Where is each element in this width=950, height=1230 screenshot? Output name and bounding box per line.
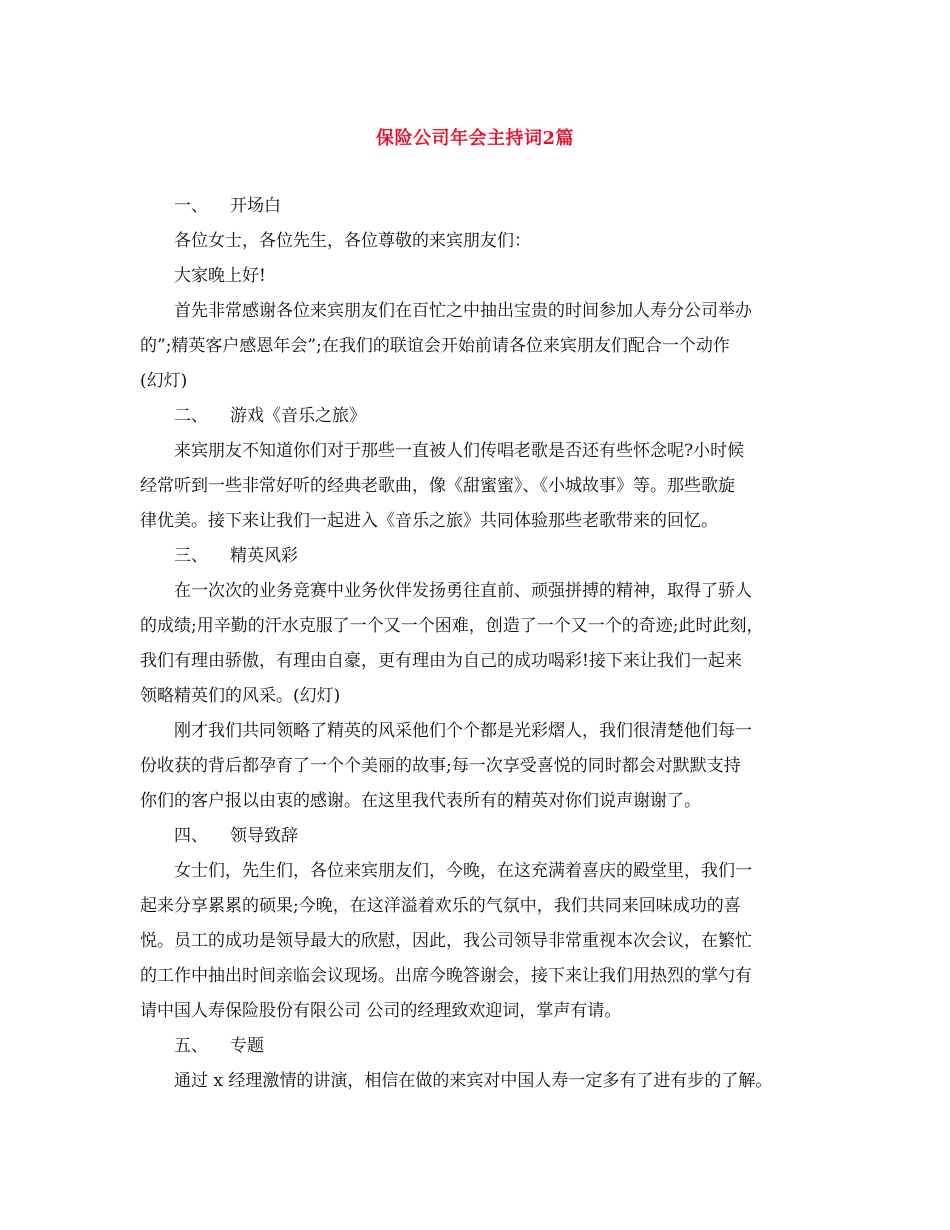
section-number: 五、: [174, 1036, 208, 1056]
paragraph-first-line: 首先非常感谢各位来宾朋友们在百忙之中抽出宝贵的时间参加人寿分公司举办: [174, 301, 752, 321]
section-title: 精英风彩: [230, 546, 298, 566]
section-heading: [140, 1029, 820, 1064]
section-title: 领导致辞: [230, 826, 298, 846]
paragraph-line: 的工作中抽出时间亲临会议现场。出席今晚答谢会，接下来让我们用热烈的掌勺有: [140, 966, 752, 986]
paragraph-line: 领略精英们的风采。(幻灯): [140, 686, 341, 706]
section-heading: [140, 819, 820, 854]
document-title: 保险公司年会主持词2篇: [375, 128, 575, 149]
paragraph-line: 你们的客户报以由衷的感谢。在这里我代表所有的精英对你们说声谢谢了。: [140, 791, 701, 811]
section-number: 三、: [174, 546, 208, 566]
section-number: 二、: [174, 406, 208, 426]
paragraph-line: 经常听到一些非常好听的经典老歌曲，像《甜蜜蜜》、《小城故事》等。那些歌旋: [140, 476, 735, 496]
paragraph-first-line: 女士们，先生们，各位来宾朋友们，今晚，在这充满着喜庆的殿堂里，我们一: [174, 861, 752, 881]
paragraph-first-line: 刚才我们共同领略了精英的风采他们个个都是光彩熠人，我们很清楚他们每一: [174, 721, 752, 741]
section-heading: [140, 399, 820, 434]
paragraph-first-line: 各位女士，各位先生，各位尊敬的来宾朋友们：: [174, 231, 531, 251]
paragraph-line: 的成绩;用辛勤的汗水克服了一个又一个困难，创造了一个又一个的奇迹;此时此刻，: [140, 616, 764, 636]
paragraph-line: 律优美。接下来让我们一起进入《音乐之旅》共同体验那些老歌带来的回忆。: [140, 511, 718, 531]
section-title: 游戏《音乐之旅》: [230, 406, 366, 426]
paragraph-first-line: 来宾朋友不知道你们对于那些一直被人们传唱老歌是否还有些怀念呢?小时候: [174, 441, 745, 461]
section-heading: [140, 189, 820, 224]
section-number: 四、: [174, 826, 208, 846]
paragraph-first-line: 在一次次的业务竞赛中业务伙伴发扬勇往直前、顽强拼搏的精神，取得了骄人: [174, 581, 752, 601]
paragraph-line: (幻灯): [140, 371, 188, 391]
paragraph-line: 份收获的背后都孕育了一个个美丽的故事;每一次享受喜悦的同时都会对默默支持: [140, 756, 741, 776]
paragraph-first-line: 通过 x 经理激情的讲演，相信在做的来宾对中国人寿一定多有了进有步的了解。: [174, 1071, 773, 1091]
document-body: [140, 189, 820, 1099]
section-title: 专题: [230, 1036, 264, 1056]
section-heading: [140, 539, 820, 574]
paragraph-line: 请中国人寿保险股份有限公司 公司的经理致欢迎词，掌声有请。: [140, 1001, 622, 1021]
paragraph-line: 起来分享累累的硕果;今晚，在这洋溢着欢乐的气氛中，我们共同来回味成功的喜: [140, 896, 741, 916]
paragraph-line: 的”;精英客户感恩年会”;在我们的联谊会开始前请各位来宾朋友们配合一个动作: [140, 336, 730, 356]
section-title: 开场白: [230, 196, 281, 216]
paragraph-first-line: 大家晚上好!: [174, 266, 266, 286]
paragraph-line: 悦。员工的成功是领导最大的欣慰，因此，我公司领导非常重视本次会议，在繁忙: [140, 931, 752, 951]
paragraph-line: 我们有理由骄傲，有理由自豪，更有理由为自己的成功喝彩!接下来让我们一起来: [140, 651, 742, 671]
section-number: 一、: [174, 196, 208, 216]
